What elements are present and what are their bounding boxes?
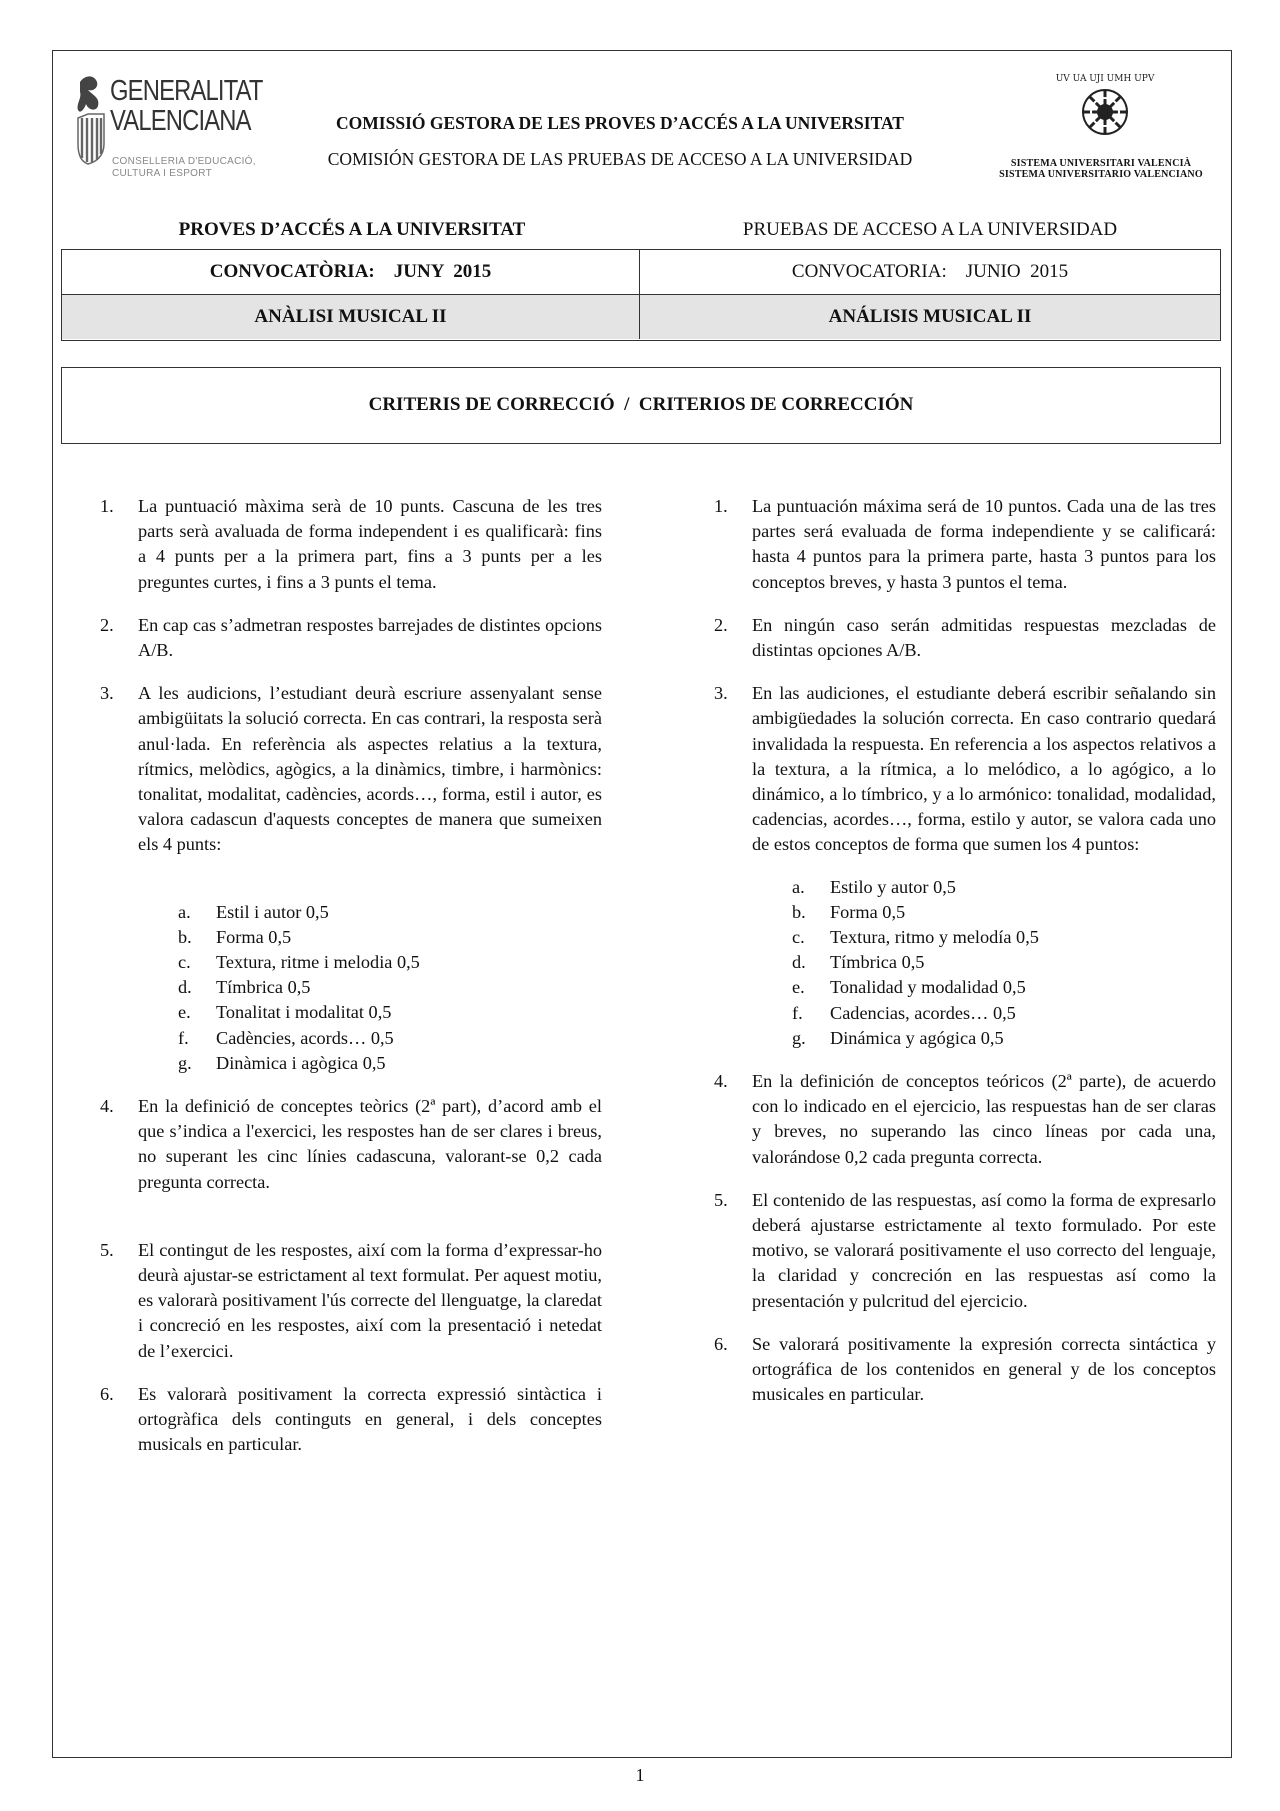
sub-letter: c. xyxy=(792,927,805,948)
criterion-text: El contenido de las respuestas, así como la forma de expresarlo deberá ajustarse estrictamente al texto formulado. Por este motivo, se valorará positivamente el uso correcto del lenguaje, la claridad y concreción en las respuestas así como la presentación y pulcritud del ejercicio. xyxy=(752,1189,1216,1311)
session-row xyxy=(62,250,1220,295)
criterion-item xyxy=(714,494,1216,595)
gv-sub-line1: CONSELLERIA D'EDUCACIÓ, xyxy=(112,156,256,167)
sub-item xyxy=(792,975,1216,1000)
sub-letter: c. xyxy=(178,952,191,973)
sub-text: Cadencias, acordes… 0,5 xyxy=(830,1002,1016,1023)
criterion-text: En las audiciones, el estudiante deberá escribir señalando sin ambigüedades la solución correcta. En caso contrario quedará invalidada la respuesta. En referencia a los aspectos relativos a la textura, a la rítmica, a lo melódico, a lo agógico, a lo dinámico, a lo tímbrico, y a lo armónico: tonalidad, modalidad, cadencias, acordes…, forma, estilo y autor, se valora cada uno de estos conceptos de forma que sumen los 4 puntos: xyxy=(752,683,1216,855)
criterion-number: 1. xyxy=(714,496,728,516)
criterion-number: 4. xyxy=(714,1071,728,1092)
sub-text: Tonalidad y modalidad 0,5 xyxy=(830,977,1026,998)
criterion-item xyxy=(714,681,1216,857)
sistema-universitari-logo xyxy=(985,72,1217,184)
criterion-text: La puntuació màxima serà de 10 punts. Cascuna de les tres parts serà avaluada de forma independent i es qualificarà: fins a 4 punts per a la primera part, fins a 3 punts per a les preguntes curtes, i fins a 3 punts el tema. xyxy=(138,496,602,592)
sub-item xyxy=(792,1001,1216,1026)
criterion-sublist xyxy=(100,900,602,1076)
sub-text: Estilo y autor 0,5 xyxy=(830,876,956,897)
commission-title-val: COMISSIÓ GESTORA DE LES PROVES D’ACCÉS A LA UNIVERSITAT xyxy=(336,113,904,133)
criterion-text: El contingut de les respostes, així com la forma d’expressar-ho deurà ajustar-se estrictament al text formulat. Per aquest motiu, es valorarà positivament l'ús correcte del llenguatge, la claredat i concreció en les respostes, així com la presentació i netedat de l’exercici. xyxy=(138,1239,602,1361)
criterion-number: 5. xyxy=(714,1189,728,1210)
seal-text: UV UA UJI UMH UPV xyxy=(1055,74,1155,84)
page-number: 1 xyxy=(635,1765,645,1785)
sub-text: Textura, ritme i melodia 0,5 xyxy=(216,952,420,973)
criteria-column-val xyxy=(100,494,602,1458)
sub-item xyxy=(178,925,602,950)
session-es: CONVOCATORIA: JUNIO 2015 xyxy=(791,261,1069,282)
sub-letter: e. xyxy=(178,1002,191,1023)
sub-item xyxy=(792,950,1216,975)
sub-letter: g. xyxy=(178,1052,192,1073)
sub-text: Estil i autor 0,5 xyxy=(216,901,329,922)
criterion-text: En cap cas s’admetran respostes barrejades de distintes opcions A/B. xyxy=(138,614,602,661)
sub-letter: d. xyxy=(178,977,192,998)
criterion-number: 6. xyxy=(100,1383,114,1404)
criterion-number: 1. xyxy=(100,496,114,516)
criterion-number: 2. xyxy=(714,614,728,635)
sub-letter: f. xyxy=(792,1002,803,1023)
generalitat-logo xyxy=(74,74,264,186)
university-seal-icon xyxy=(1055,72,1155,152)
criterion-item xyxy=(100,1094,602,1195)
sub-text: Textura, ritmo y melodía 0,5 xyxy=(830,927,1039,948)
gv-title-line2: VALENCIANA xyxy=(110,105,251,137)
sub-letter: a. xyxy=(178,901,191,922)
sub-text: Dinámica y agógica 0,5 xyxy=(830,1027,1004,1048)
sub-text: Forma 0,5 xyxy=(216,926,292,947)
criterion-item xyxy=(714,1188,1216,1314)
criteria-title: CRITERIS DE CORRECCIÓ / CRITERIOS DE CORRECCIÓN xyxy=(61,367,1221,444)
criterion-item xyxy=(100,681,602,857)
sub-item xyxy=(178,1000,602,1025)
criterion-text: A les audicions, l’estudiant deurà escriure assenyalant sense ambigüitats la solució correcta. En cas contrari, la resposta serà anul·lada. En referència als aspectes relatius a la textura, rítmics, melòdics, agògics, a la dinàmics, timbre, i harmònics: tonalitat, modalitat, cadències, acords…, forma, estil i autor, es valora cadascun d'aquests conceptes de manera que sumeixen els 4 punts: xyxy=(138,683,602,855)
sub-item xyxy=(792,925,1216,950)
criterion-number: 3. xyxy=(714,683,728,704)
criterion-item xyxy=(100,1238,602,1364)
criterion-number: 2. xyxy=(100,614,114,635)
exam-info-table xyxy=(61,249,1221,341)
sub-letter: b. xyxy=(178,926,192,947)
su-line1: SISTEMA UNIVERSITARI VALENCIÀ xyxy=(1010,158,1192,169)
gv-sub-line2: CULTURA I ESPORT xyxy=(112,168,213,179)
sub-letter: f. xyxy=(178,1027,189,1048)
sub-item xyxy=(792,900,1216,925)
criterion-text: Es valorarà positivament la correcta expressió sintàctica i ortogràfica dels continguts en general, i dels conceptes musicals en particular. xyxy=(138,1383,602,1455)
sub-text: Dinàmica i agògica 0,5 xyxy=(216,1052,386,1073)
subject-val: ANÀLISI MUSICAL II xyxy=(62,295,640,339)
criterion-text: En ningún caso serán admitidas respuestas mezcladas de distintas opciones A/B. xyxy=(752,614,1216,661)
criterion-item xyxy=(714,1069,1216,1170)
sub-item xyxy=(178,950,602,975)
bat-shield-icon xyxy=(74,74,110,166)
criterion-text: Se valorará positivamente la expresión correcta sintáctica y ortográfica de los contenidos en general y de los conceptos musicales en particular. xyxy=(752,1333,1216,1405)
criterion-text: En la definición de conceptos teóricos (2ª parte), de acuerdo con lo indicado en el ejercicio, las respuestas han de ser claras y breves, no superando las cinco líneas por cada una, valorándose 0,2 cada pregunta correcta. xyxy=(752,1071,1216,1167)
subject-es: ANÁLISIS MUSICAL II xyxy=(828,306,1032,327)
criterion-sublist xyxy=(714,875,1216,1051)
subject-row xyxy=(62,295,1220,339)
session-val: CONVOCATÒRIA: JUNY 2015 xyxy=(62,250,640,294)
criterion-item xyxy=(714,1332,1216,1408)
sub-text: Tímbrica 0,5 xyxy=(216,977,311,998)
sub-item xyxy=(178,900,602,925)
criterion-text: La puntuación máxima será de 10 puntos. Cada una de las tres partes será evaluada de forma independiente y se calificará: hasta 4 puntos para la primera parte, hasta 3 puntos para los conceptos breves, y hasta 3 puntos el tema. xyxy=(752,496,1216,592)
sub-text: Tímbrica 0,5 xyxy=(830,952,925,973)
sub-text: Tonalitat i modalitat 0,5 xyxy=(216,1002,392,1023)
gv-title-line1: GENERALITAT xyxy=(110,75,263,107)
sub-letter: e. xyxy=(792,977,805,998)
sub-letter: d. xyxy=(792,952,806,973)
sub-item xyxy=(178,1026,602,1051)
criterion-item xyxy=(100,613,602,663)
criterion-number: 5. xyxy=(100,1239,114,1260)
sub-text: Cadències, acords… 0,5 xyxy=(216,1027,394,1048)
sub-item xyxy=(178,975,602,1000)
sub-item xyxy=(178,1051,602,1076)
sub-letter: g. xyxy=(792,1027,806,1048)
commission-title-es: COMISIÓN GESTORA DE LAS PRUEBAS DE ACCESO A LA UNIVERSIDAD xyxy=(327,149,913,169)
criterion-item xyxy=(100,1382,602,1458)
criterion-item xyxy=(714,613,1216,663)
criterion-number: 6. xyxy=(714,1333,728,1354)
criterion-item xyxy=(100,494,602,595)
sub-letter: a. xyxy=(792,876,805,897)
commission-header xyxy=(270,111,970,171)
criterion-number: 3. xyxy=(100,683,114,704)
criteria-column-es xyxy=(714,494,1216,1408)
criterion-number: 4. xyxy=(100,1096,114,1117)
sub-letter: b. xyxy=(792,901,806,922)
sub-item xyxy=(792,1026,1216,1051)
exam-title-val: PROVES D’ACCÉS A LA UNIVERSITAT xyxy=(178,219,526,240)
sub-item xyxy=(792,875,1216,900)
su-line2: SISTEMA UNIVERSITARIO VALENCIANO xyxy=(999,169,1203,180)
sub-text: Forma 0,5 xyxy=(830,901,906,922)
exam-title-es: PRUEBAS DE ACCESO A LA UNIVERSIDAD xyxy=(742,219,1118,240)
criterion-text: En la definició de conceptes teòrics (2ª part), d’acord amb el que s’indica a l'exercici, les respostes han de ser clares i breus, no superant les cinc línies cadascuna, valorant-se 0,2 cada pregunta correcta. xyxy=(138,1096,602,1192)
